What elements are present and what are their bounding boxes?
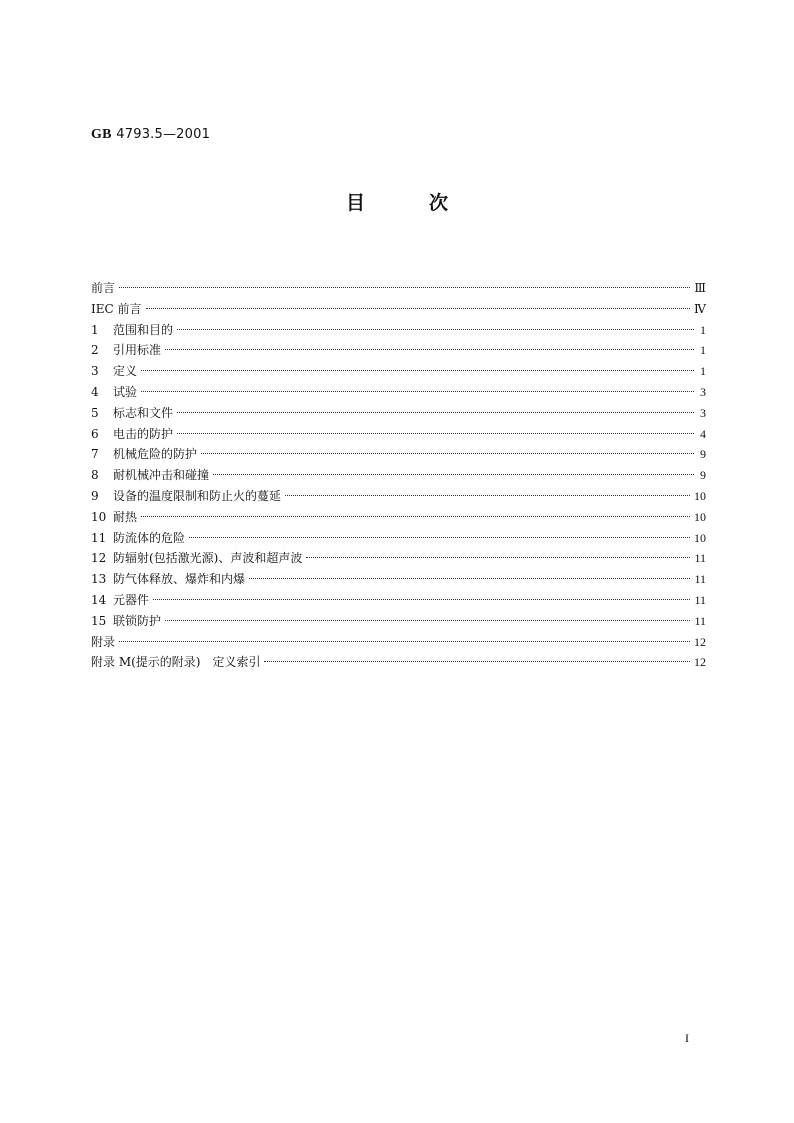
dot-leader — [201, 453, 694, 454]
toc-entry-number: 13 — [91, 572, 107, 587]
toc-entry — [91, 361, 706, 382]
toc-entry-label: 防气体释放、爆炸和内爆 — [113, 572, 246, 587]
dot-leader — [141, 370, 694, 371]
toc-entry-label: IEC 前言 — [91, 301, 142, 316]
toc-entry — [91, 340, 706, 361]
toc-entry-page: 3 — [700, 405, 706, 420]
standard-code: 4793.5—2001 — [116, 127, 211, 142]
toc-entry — [91, 507, 706, 528]
dot-leader — [177, 329, 694, 330]
toc-entry-label: 防流体的危险 — [113, 530, 186, 545]
toc-entry — [91, 320, 706, 341]
toc-entry — [91, 611, 706, 632]
toc-entry-page: 11 — [694, 572, 706, 587]
toc-entry-page: 10 — [694, 509, 706, 524]
toc-entry-number: 3 — [91, 364, 99, 379]
toc-entry-page: 1 — [700, 364, 706, 379]
toc-entry-label: 耐机械冲击和碰撞 — [113, 468, 210, 483]
toc-entry-page: 11 — [694, 613, 706, 628]
toc-entry — [91, 569, 706, 590]
toc-entry — [91, 548, 706, 569]
toc-entry-label: 范围和目的 — [113, 322, 174, 337]
toc-entry-page: 4 — [700, 426, 706, 441]
toc-entry-number: 4 — [91, 384, 99, 399]
dot-leader — [177, 412, 694, 413]
toc-entry-label: 防辐射(包括激光源)、声波和超声波 — [113, 551, 303, 566]
toc-entry-label: 耐热 — [113, 509, 138, 524]
toc-entry-number: 10 — [91, 509, 107, 524]
dot-leader — [189, 537, 690, 538]
toc-entry — [91, 299, 706, 320]
toc-entry-label: 引用标准 — [113, 343, 162, 358]
toc-entry-page: 1 — [700, 343, 706, 358]
toc-entry-number: 12 — [91, 551, 107, 566]
toc-entry-label: 试验 — [113, 384, 138, 399]
toc-entry — [91, 652, 706, 673]
page-number: I — [685, 1031, 689, 1045]
dot-leader — [264, 661, 690, 662]
table-of-contents — [91, 278, 706, 673]
toc-entry-number: 8 — [91, 468, 99, 483]
toc-entry-number: 1 — [91, 322, 99, 337]
toc-entry-number: 15 — [91, 613, 107, 628]
dot-leader — [165, 620, 690, 621]
toc-entry-page: 11 — [694, 592, 706, 607]
toc-entry-page: 10 — [694, 530, 706, 545]
toc-entry-page: 11 — [694, 551, 706, 566]
toc-entry-number: 5 — [91, 405, 99, 420]
toc-entry-page: 9 — [700, 447, 706, 462]
document-header — [91, 126, 210, 143]
toc-entry — [91, 382, 706, 403]
toc-entry — [91, 590, 706, 611]
page-title: 目次 — [345, 192, 512, 214]
toc-entry — [91, 444, 706, 465]
toc-entry-number: 11 — [91, 530, 107, 545]
dot-leader — [141, 391, 694, 392]
toc-entry-number: 6 — [91, 426, 99, 441]
dot-leader — [153, 599, 690, 600]
toc-entry — [91, 632, 706, 653]
toc-entry-label: 前言 — [91, 281, 116, 295]
toc-entry — [91, 403, 706, 424]
toc-entry-page: 12 — [694, 634, 706, 649]
dot-leader — [146, 308, 691, 309]
dot-leader — [249, 578, 690, 579]
toc-entry-label: 设备的温度限制和防止火的蔓延 — [113, 488, 282, 503]
toc-entry-label: 附录 — [91, 634, 116, 649]
dot-leader — [285, 495, 690, 496]
toc-entry-number: 9 — [91, 488, 99, 503]
toc-entry-label: 机械危险的防护 — [113, 447, 198, 462]
dot-leader — [177, 433, 694, 434]
toc-entry — [91, 486, 706, 507]
toc-entry-page: Ⅲ — [694, 281, 706, 295]
toc-entry-label: 标志和文件 — [113, 405, 174, 420]
toc-entry-page: 9 — [700, 468, 706, 483]
dot-leader — [165, 349, 694, 350]
dot-leader — [119, 287, 690, 288]
toc-entry — [91, 424, 706, 445]
toc-entry-page: 1 — [700, 322, 706, 337]
dot-leader — [213, 474, 694, 475]
toc-entry-page: 12 — [694, 655, 706, 670]
toc-entry — [91, 465, 706, 486]
toc-entry — [91, 528, 706, 549]
toc-entry-number: 7 — [91, 447, 99, 462]
toc-entry-label: 联锁防护 — [113, 613, 162, 628]
toc-entry-page: 10 — [694, 488, 706, 503]
toc-entry-label: 附录 M(提示的附录) 定义索引 — [91, 655, 261, 670]
toc-entry-number: 2 — [91, 343, 99, 358]
toc-entry-label: 元器件 — [113, 592, 150, 607]
dot-leader — [141, 516, 690, 517]
toc-entry-label: 电击的防护 — [113, 426, 174, 441]
toc-entry-number: 14 — [91, 592, 107, 607]
dot-leader — [306, 557, 690, 558]
toc-entry-page: Ⅳ — [694, 301, 706, 316]
toc-entry-page: 3 — [700, 384, 706, 399]
toc-entry — [91, 278, 706, 299]
dot-leader — [119, 641, 690, 642]
standard-prefix: GB — [91, 127, 112, 142]
toc-entry-label: 定义 — [113, 364, 138, 379]
